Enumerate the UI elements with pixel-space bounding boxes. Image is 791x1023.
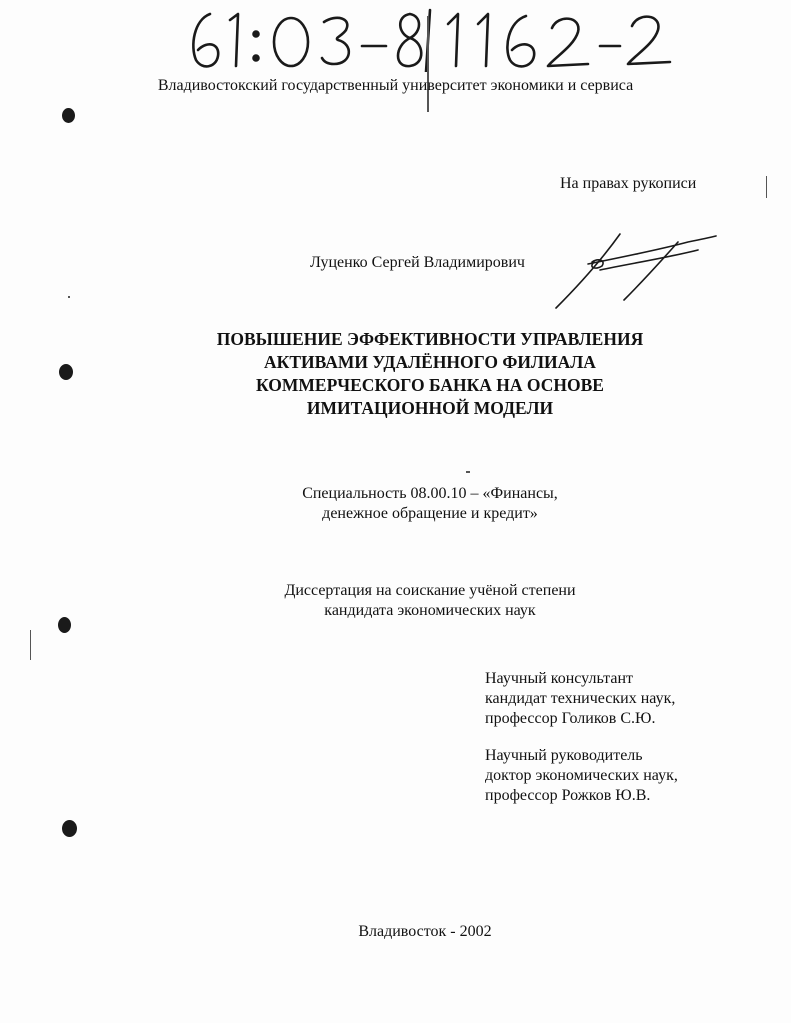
scan-artifact-line (766, 176, 767, 198)
author-signature (548, 228, 723, 312)
title-line: ИМИТАЦИОННОЙ МОДЕЛИ (306, 398, 554, 418)
scan-artifact-line (466, 471, 470, 473)
scan-artifact-line (68, 296, 70, 298)
scan-artifact-line (30, 630, 31, 660)
punch-hole-mark (62, 820, 77, 837)
degree-line: кандидата экономических наук (324, 602, 536, 619)
city-and-year: Владивосток - 2002 (358, 923, 492, 940)
consultant-line: профессор Голиков С.Ю. (485, 710, 656, 727)
scan-artifact-line (427, 16, 429, 112)
consultant-line: кандидат технических наук, (485, 690, 676, 707)
supervisor-line: профессор Рожков Ю.В. (485, 787, 651, 804)
scientific-consultant (485, 669, 675, 729)
consultant-line: Научный консультант (485, 670, 633, 687)
supervisor-line: доктор экономических наук, (485, 767, 678, 784)
punch-hole-mark (62, 108, 75, 123)
title-line: АКТИВАМИ УДАЛЁННОГО ФИЛИАЛА (264, 352, 596, 372)
degree-line: Диссертация на соискание учёной степени (284, 582, 576, 599)
specialty-line: Специальность 08.00.10 – «Финансы, (302, 485, 558, 502)
university-name: Владивостокский государственный университет экономики и сервиса (157, 77, 634, 94)
degree-statement (0, 581, 791, 621)
supervisor-line: Научный руководитель (485, 747, 643, 764)
specialty (0, 484, 791, 524)
dissertation-title (0, 328, 791, 420)
handwritten-registration-number (186, 6, 676, 72)
scientific-supervisor (485, 746, 678, 806)
author-name: Луценко Сергей Владимирович (310, 254, 525, 271)
manuscript-rights-note: На правах рукописи (560, 175, 697, 192)
specialty-line: денежное обращение и кредит» (322, 505, 538, 522)
title-line: ПОВЫШЕНИЕ ЭФФЕКТИВНОСТИ УПРАВЛЕНИЯ (216, 329, 644, 349)
title-line: КОММЕРЧЕСКОГО БАНКА НА ОСНОВЕ (256, 375, 604, 395)
